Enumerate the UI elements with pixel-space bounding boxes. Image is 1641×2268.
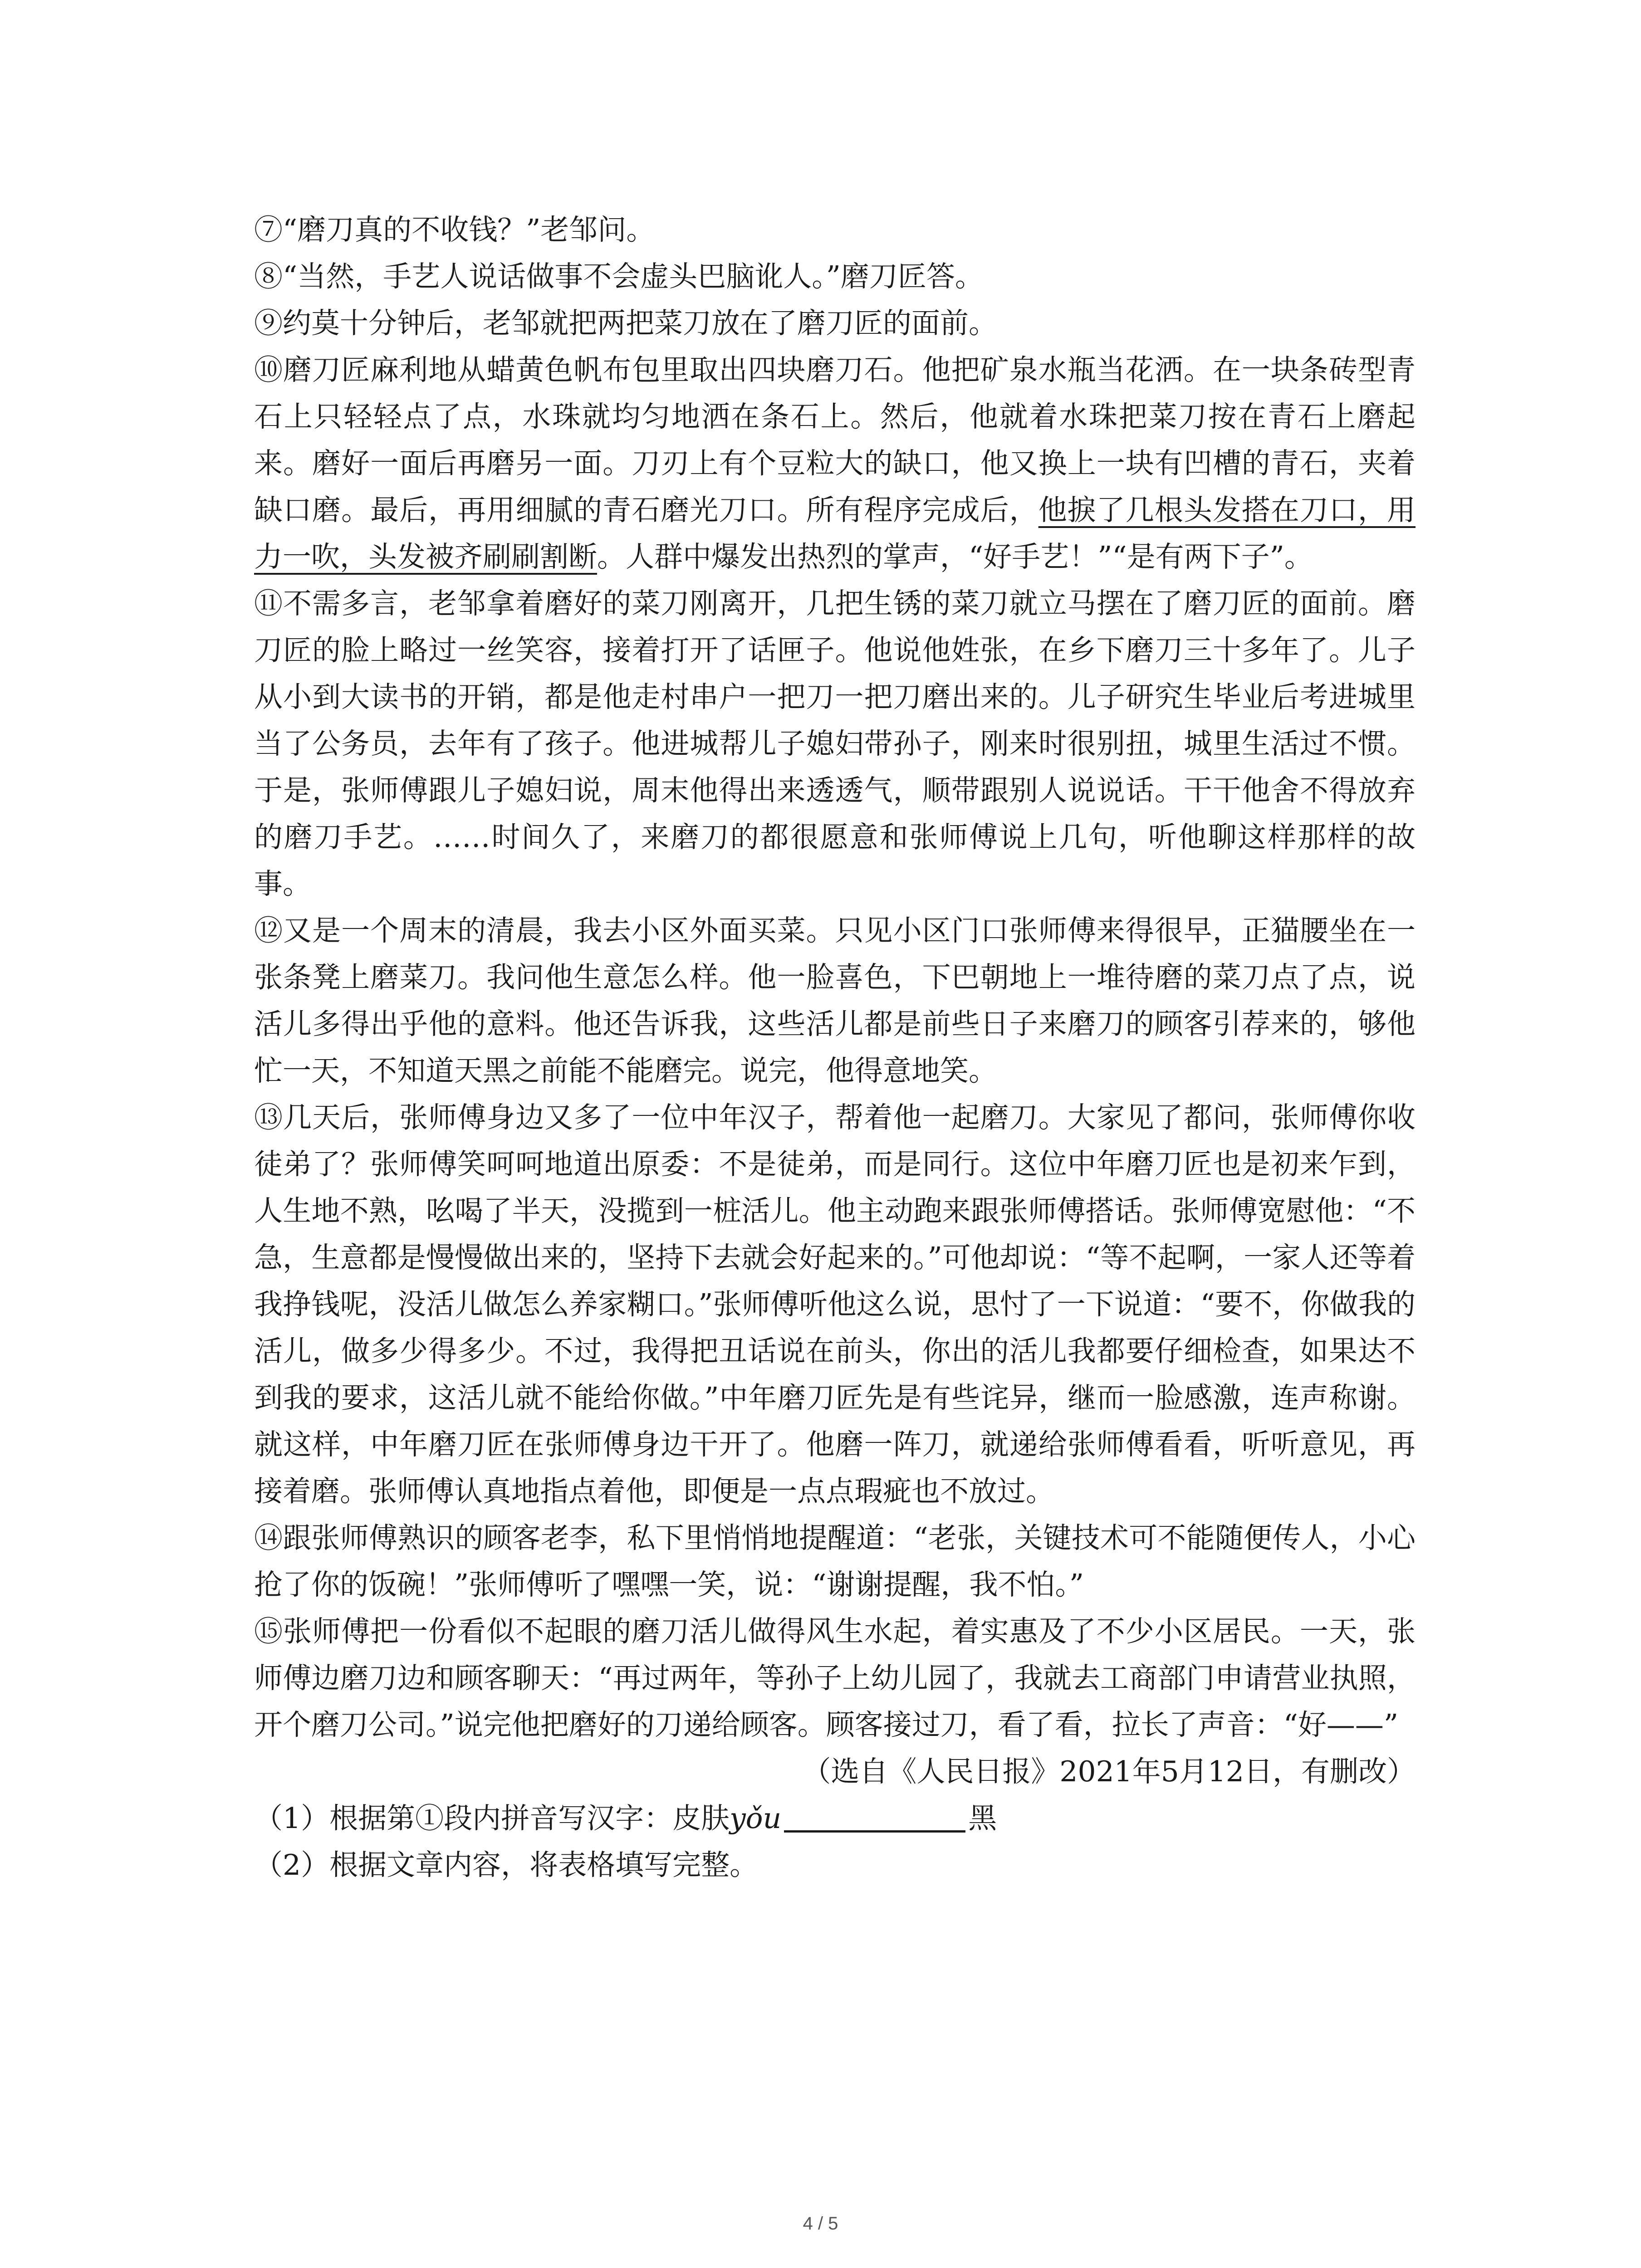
paragraph-14: ⑭跟张师傅熟识的顾客老李，私下里悄悄地提醒道：“老张，关键技术可不能随便传人，小心抢了你的饭碗！”张师傅听了嘿嘿一笑，说：“谢谢提醒，我不怕。” [254, 1521, 1416, 1601]
question-1-pinyin: yǒu [730, 1802, 782, 1835]
paragraph-11: ⑪不需多言，老邹拿着磨好的菜刀刚离开，几把生锈的菜刀就立马摆在了磨刀匠的面前。磨刀匠的脸上略过一丝笑容，接着打开了话匣子。他说他姓张，在乡下磨刀三十多年了。儿子从小到大读书的开销，都是他走村串户一把刀一把刀磨出来的。儿子研究生毕业后考进城里当了公务员，去年有了孩子。他进城帮儿子媳妇带孙子，刚来时很别扭，城里生活过不惯。于是，张师傅跟儿子媳妇说，周末他得出来透透气，顺带跟别人说说话。干干他舍不得放弃的磨刀手艺。……时间久了，来磨刀的都很愿意和张师傅说上几句，听他聊这样那样的故事。 [254, 587, 1416, 900]
question-1-suffix: 黑 [968, 1802, 997, 1835]
paragraph-10-underlined-sentence: 他捩了几根头发搭在刀口，用力一吹，头发被齐刷刷割断 [254, 494, 1416, 573]
paragraph-7: ⑦“磨刀真的不收钱？”老邹问。 [254, 213, 655, 246]
paragraph-10 [254, 347, 1416, 580]
question-1-answer-blank[interactable] [784, 1803, 965, 1833]
paragraph-10-text-before: ⑩磨刀匠麻利地从蜡黄色帆布包里取出四块磨刀石。他把矿泉水瓶当花洒。在一块条砖型青石上只轻轻点了点，水珠就均匀地洒在条石上。然后，他就着水珠把菜刀按在青石上磨起来。磨好一面后再磨另一面。刀刃上有个豆粒大的缺口，他又换上一块有凹槽的青石，夹着缺口磨。最后，再用细腻的青石磨光刀口。所有程序完成后， [254, 353, 1416, 527]
paragraph-15: ⑮张师傅把一份看似不起眼的磨刀活儿做得风生水起，着实惠及了不少小区居民。一天，张师傅边磨刀边和顾客聊天：“再过两年，等孙子上幼儿园了，我就去工商部门申请营业执照，开个磨刀公司。”说完他把磨好的刀递给顾客。顾客接过刀，看了看，拉长了声音：“好——” [254, 1615, 1416, 1741]
paragraph-9: ⑨约莫十分钟后，老邹就把两把菜刀放在了磨刀匠的面前。 [254, 307, 997, 340]
source-citation: （选自《人民日报》2021年5月12日，有删改） [802, 1755, 1416, 1788]
paragraph-8: ⑧“当然，手艺人说话做事不会虚头巴脑讹人。”磨刀匠答。 [254, 260, 984, 293]
article-body [254, 206, 1416, 1888]
paragraph-10-text-after: 。人群中爆发出热烈的掌声，“好手艺！”“是有两下子”。 [597, 540, 1313, 573]
paragraph-12: ⑫又是一个周末的清晨，我去小区外面买菜。只见小区门口张师傅来得很早，正猫腰坐在一张条凳上磨菜刀。我问他生意怎么样。他一脸喜色，下巴朝地上一堆待磨的菜刀点了点，说活儿多得出乎他的意料。他还告诉我，这些活儿都是前些日子来磨刀的顾客引荐来的，够他忙一天，不知道天黑之前能不能磨完。说完，他得意地笑。 [254, 914, 1416, 1087]
page-number: 4 / 5 [803, 2214, 838, 2234]
question-1-prompt: （1）根据第①段内拼音写汉字：皮肤 [254, 1802, 730, 1835]
question-1 [254, 1795, 1416, 1842]
question-2: （2）根据文章内容，将表格填写完整。 [254, 1848, 759, 1882]
paragraph-13: ⑬几天后，张师傅身边又多了一位中年汉子，帮着他一起磨刀。大家见了都问，张师傅你收徒弟了？张师傅笑呵呵地道出原委：不是徒弟，而是同行。这位中年磨刀匠也是初来乍到，人生地不熟，吆喝了半天，没揽到一桩活儿。他主动跑来跟张师傅搭话。张师傅宽慰他：“不急，生意都是慢慢做出来的，坚持下去就会好起来的。”可他却说：“等不起啊，一家人还等着我挣钱呢，没活儿做怎么养家糊口。”张师傅听他这么说，思忖了一下说道：“要不，你做我的活儿，做多少得多少。不过，我得把丑话说在前头，你出的活儿我都要仔细检查，如果达不到我的要求，这活儿就不能给你做。”中年磨刀匠先是有些诧异，继而一脸感激，连声称谢。就这样，中年磨刀匠在张师傅身边干开了。他磨一阵刀，就递给张师傅看看，听听意见，再接着磨。张师傅认真地指点着他，即便是一点点瑕疵也不放过。 [254, 1101, 1416, 1508]
